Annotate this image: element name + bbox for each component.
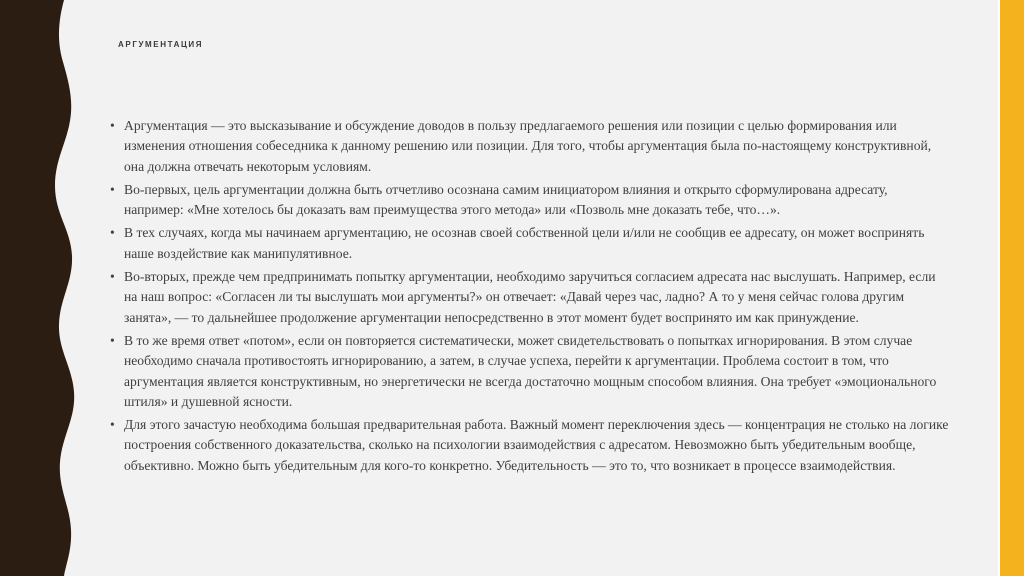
bullet-marker: • [110,417,115,433]
bullet-marker: • [110,118,115,133]
bullet-item [110,267,950,328]
bullet-marker: • [110,269,115,285]
bullet-item [110,331,950,412]
bullet-text: Во-первых, цель аргументации должна быть отчетливо осознана самим инициатором влияния и открыто сформулирована адресату, например: «Мне хотелось бы доказать вам преимущества этого метода» или «Позволь мне доказать тебе, что…». [124,181,888,218]
bullet-item [110,116,950,177]
bullet-text: Во-вторых, прежде чем предпринимать попытку аргументации, необходимо заручиться согласием адресата нас выслушать. Например, если на наш вопрос: «Согласен ли ты выслушать мои аргументы?» он отвечает: «Давай через час, ладно? А то у меня сейчас голова другим занята», — то дальнейшее продолжение аргументации непосредственно в этот момент будет воспринято им как принуждение. [124,269,936,325]
bullet-marker: • [110,225,115,241]
bullet-item [110,415,950,476]
bullet-text: В то же время ответ «потом», если он повторяется систематически, может свидетельствовать о попытках игнорирования. В этом случае необходимо сначала противостоять игнорированию, а затем, в случае успеха, перейти к аргументации. Проблема состоит в том, что аргументация является конструктивным, но энергетически не всегда достаточно мощным способом влияния. Она требует «эмоционального штиля» и душевной ясности. [124,332,937,409]
bullet-item [110,223,950,264]
bullet-marker: • [110,332,115,348]
left-wavy-decoration [0,0,90,576]
bullet-marker: • [110,181,115,197]
bullet-text: Аргументация — это высказывание и обсуждение доводов в пользу предлагаемого решения или позиции с целью формирования или изменения отношения собеседника к данному решению или позиции. Для того, чтобы аргументация была по-настоящему конструктивной, она должна отвечать некоторым условиям. [124,118,932,174]
bullet-text: Для этого зачастую необходима большая предварительная работа. Важный момент переключения здесь — концентрация не столько на логике построения собственного доказательства, сколько на психологии взаимодействия с адресатом. Невозможно быть убедительным вообще, объективно. Можно быть убедительным для кого-то конкретно. Убедительность — это то, что возникает в процессе взаимодействия. [124,417,949,473]
bullet-list [110,116,950,479]
right-accent-bar [1000,0,1024,576]
bullet-text: В тех случаях, когда мы начинаем аргументацию, не осознав своей собственной цели и/или не сообщив ее адресату, он может воспринять наше воздействие как манипулятивное. [124,225,925,261]
slide-title: АРГУМЕНТАЦИЯ [118,40,204,49]
bullet-item [110,180,950,221]
